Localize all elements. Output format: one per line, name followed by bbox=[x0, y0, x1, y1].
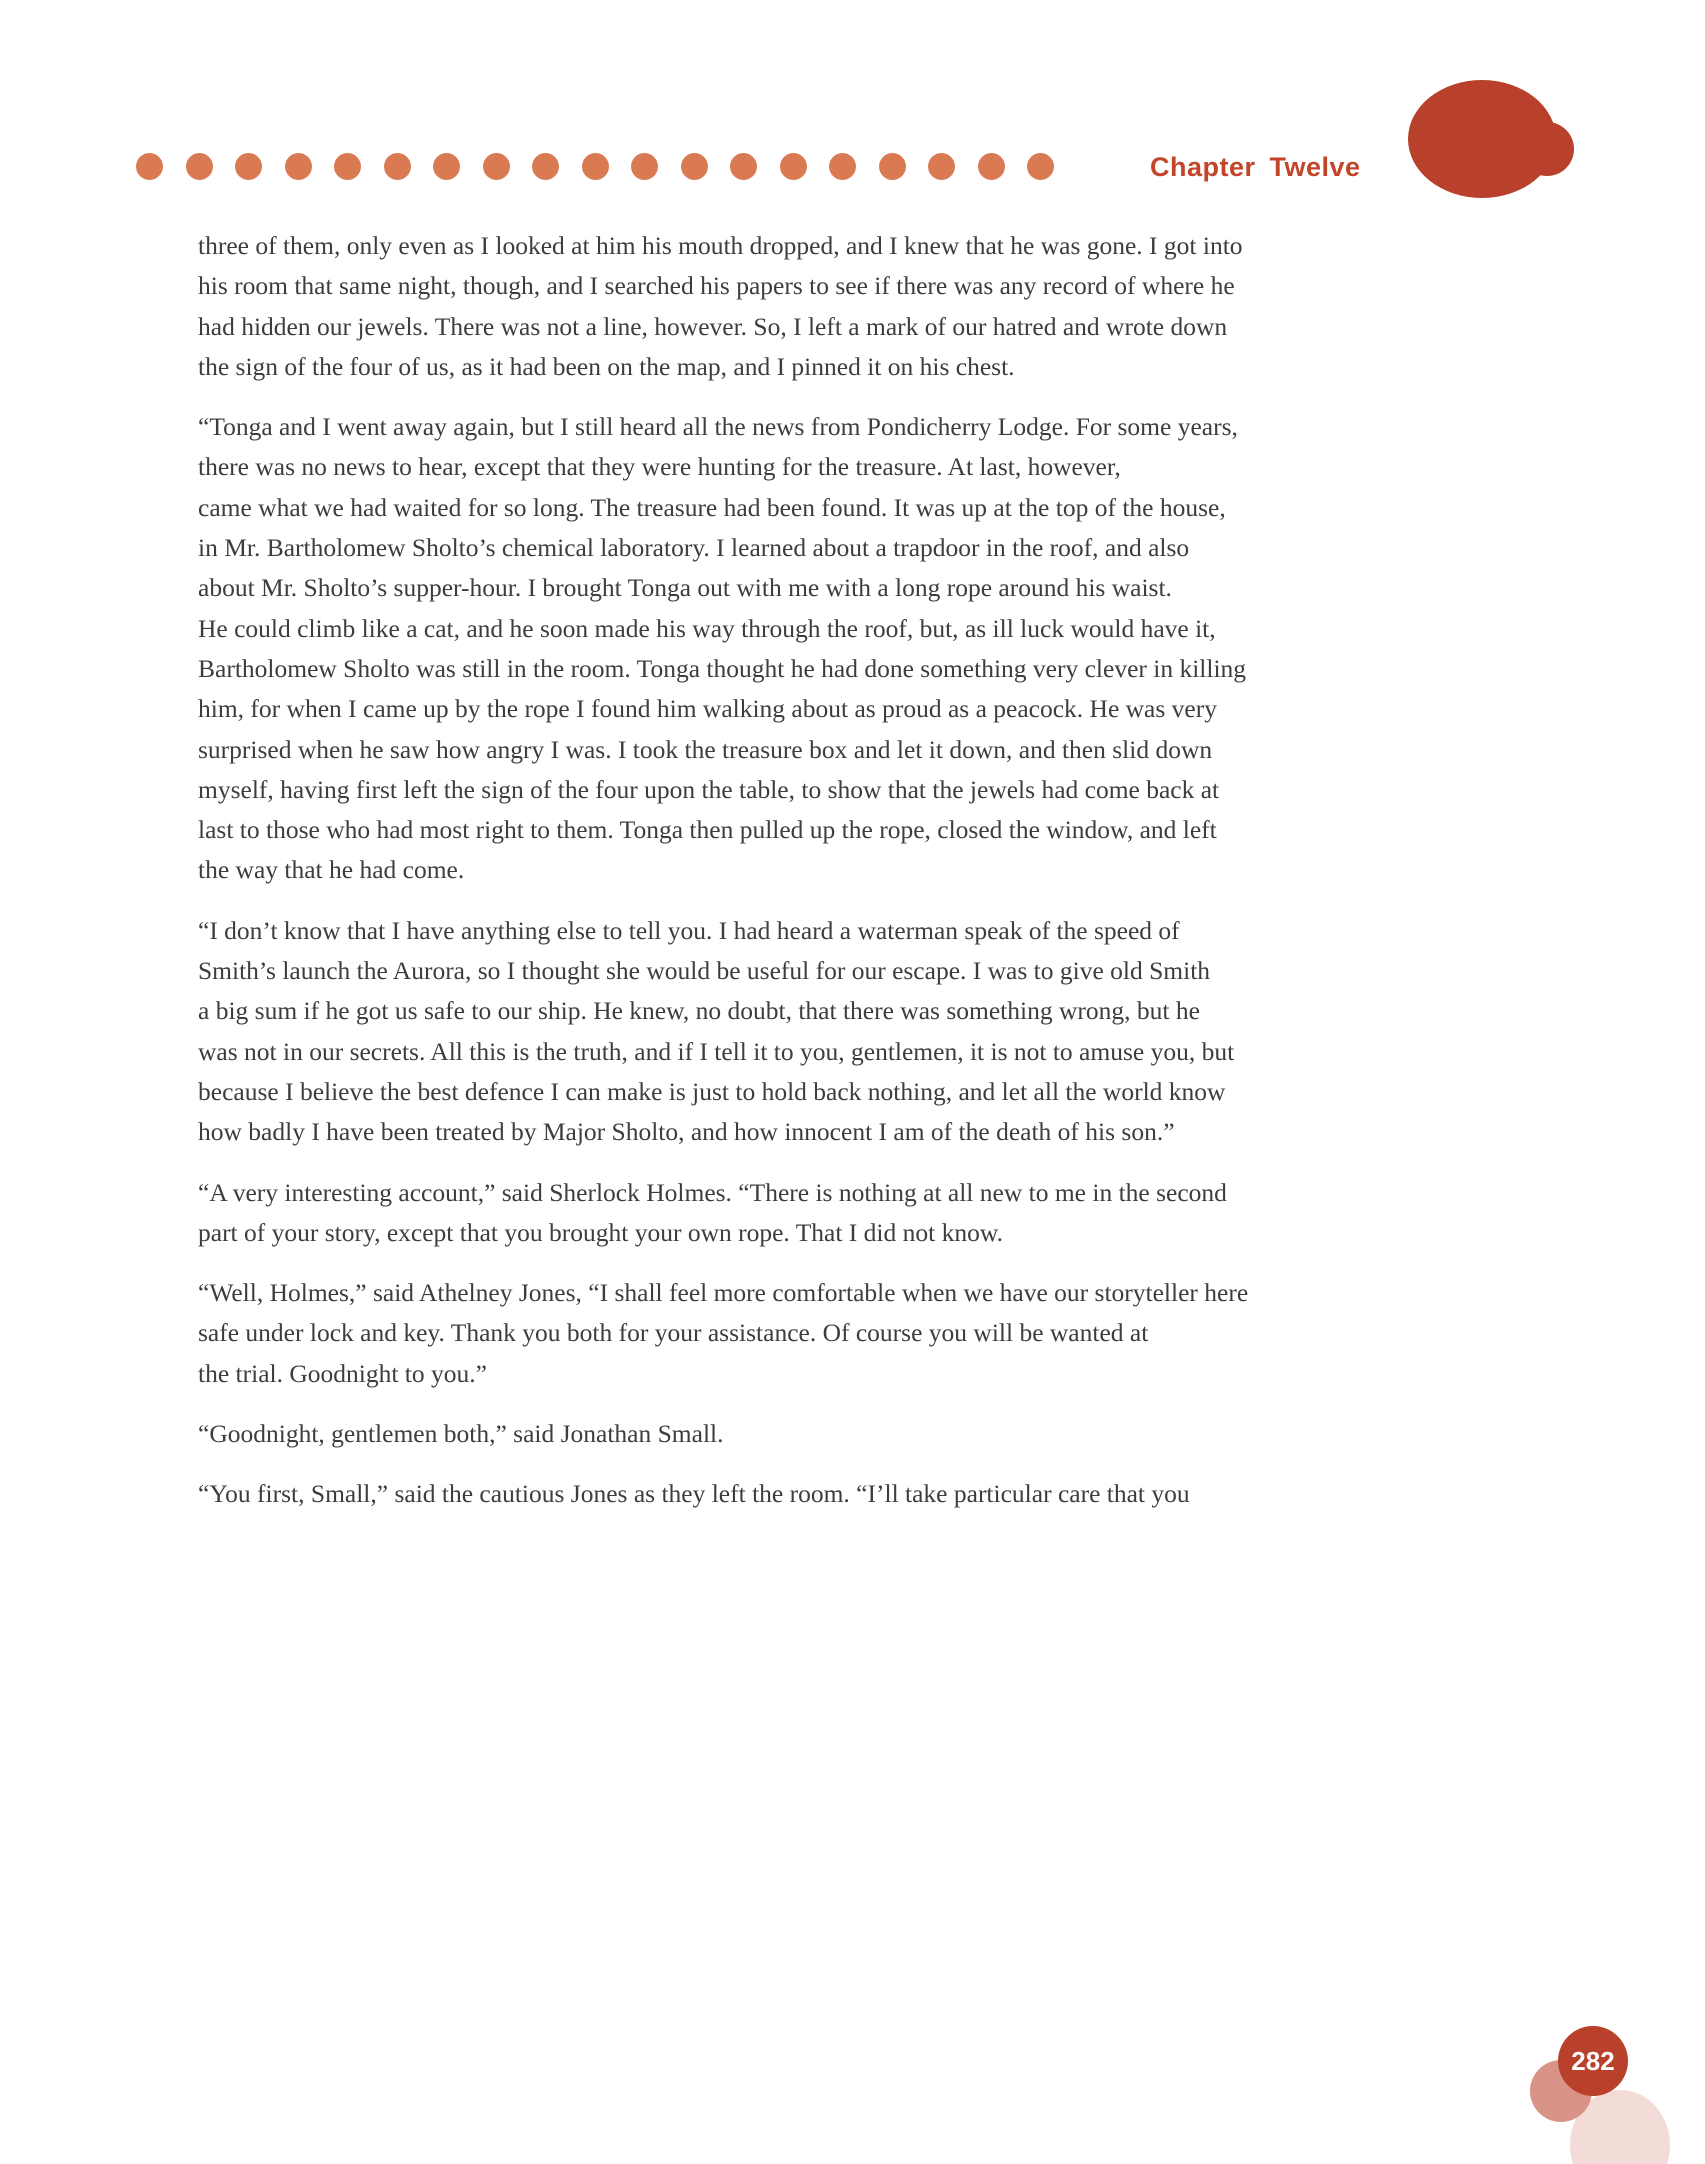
header-dot bbox=[631, 153, 658, 180]
paragraph bbox=[198, 911, 1423, 1153]
page-number: 282 bbox=[1571, 2045, 1615, 2076]
text-line: because I believe the best defence I can make is just to hold back nothing, and let all the world know bbox=[198, 1076, 1226, 1106]
body-text bbox=[198, 226, 1423, 1535]
text-line: the way that he had come. bbox=[198, 855, 465, 885]
header-dot bbox=[136, 153, 163, 180]
text-line: a big sum if he got us safe to our ship. He knew, no doubt, that there was something wrong, but he bbox=[198, 996, 1200, 1026]
text-line: his room that same night, though, and I searched his papers to see if there was any record of where he bbox=[198, 271, 1235, 301]
text-line: myself, having first left the sign of the four upon the table, to show that the jewels had come back at bbox=[198, 774, 1220, 804]
header-dot bbox=[433, 153, 460, 180]
header-dot bbox=[780, 153, 807, 180]
header-dot bbox=[582, 153, 609, 180]
text-line: had hidden our jewels. There was not a line, however. So, I left a mark of our hatred and wrote down bbox=[198, 311, 1228, 341]
header-dot bbox=[928, 153, 955, 180]
header-dot bbox=[483, 153, 510, 180]
text-line: in Mr. Bartholomew Sholto’s chemical laboratory. I learned about a trapdoor in the roof, and also bbox=[198, 533, 1190, 563]
header-dot bbox=[532, 153, 559, 180]
text-line: “Tonga and I went away again, but I still heard all the news from Pondicherry Lodge. For some years, bbox=[198, 412, 1238, 442]
paragraph bbox=[198, 226, 1423, 387]
text-line: Smith’s launch the Aurora, so I thought she would be useful for our escape. I was to give old Smith bbox=[198, 956, 1211, 986]
text-line: the sign of the four of us, as it had been on the map, and I pinned it on his chest. bbox=[198, 351, 1015, 381]
header-dot bbox=[285, 153, 312, 180]
chapter-title: Chapter Twelve bbox=[1150, 152, 1361, 182]
paragraph bbox=[198, 1474, 1423, 1514]
text-line: “A very interesting account,” said Sherlock Holmes. “There is nothing at all new to me in the second bbox=[198, 1177, 1227, 1207]
header-dot bbox=[1027, 153, 1054, 180]
header-decorative-circle-small bbox=[1520, 122, 1574, 176]
text-line: surprised when he saw how angry I was. I took the treasure box and let it down, and then slid down bbox=[198, 734, 1213, 764]
text-line: “I don’t know that I have anything else to tell you. I had heard a waterman speak of the speed of bbox=[198, 915, 1180, 945]
header-dot-row bbox=[136, 153, 1054, 181]
text-line: He could climb like a cat, and he soon made his way through the roof, but, as ill luck would have it, bbox=[198, 613, 1216, 643]
text-line: came what we had waited for so long. The treasure had been found. It was up at the top of the house, bbox=[198, 492, 1226, 522]
text-line: there was no news to hear, except that they were hunting for the treasure. At last, however, bbox=[198, 452, 1121, 482]
header-dot bbox=[829, 153, 856, 180]
text-line: was not in our secrets. All this is the truth, and if I tell it to you, gentlemen, it is not to amuse you, but bbox=[198, 1036, 1235, 1066]
text-line: about Mr. Sholto’s supper-hour. I brought Tonga out with me with a long rope around his waist. bbox=[198, 573, 1172, 603]
header-dot bbox=[681, 153, 708, 180]
text-line: how badly I have been treated by Major Sholto, and how innocent I am of the death of his son.” bbox=[198, 1117, 1175, 1147]
text-line: safe under lock and key. Thank you both for your assistance. Of course you will be wanted at bbox=[198, 1318, 1149, 1348]
paragraph bbox=[198, 1273, 1423, 1394]
text-line: “Well, Holmes,” said Athelney Jones, “I shall feel more comfortable when we have our storyteller here bbox=[198, 1278, 1249, 1308]
header-dot bbox=[334, 153, 361, 180]
text-line: Bartholomew Sholto was still in the room. Tonga thought he had done something very clever in killing bbox=[198, 653, 1247, 683]
text-line: the trial. Goodnight to you.” bbox=[198, 1358, 487, 1388]
header-dot bbox=[235, 153, 262, 180]
header-dot bbox=[186, 153, 213, 180]
paragraph bbox=[198, 407, 1423, 891]
page-number-badge bbox=[1558, 2026, 1628, 2096]
text-line: “Goodnight, gentlemen both,” said Jonathan Small. bbox=[198, 1419, 724, 1449]
text-line: last to those who had most right to them. Tonga then pulled up the rope, closed the window, and left bbox=[198, 815, 1217, 845]
header-dot bbox=[879, 153, 906, 180]
text-line: part of your story, except that you brought your own rope. That I did not know. bbox=[198, 1217, 1003, 1247]
header-dot bbox=[978, 153, 1005, 180]
text-line: him, for when I came up by the rope I found him walking about as proud as a peacock. He was very bbox=[198, 694, 1217, 724]
header-dot bbox=[384, 153, 411, 180]
text-line: “You first, Small,” said the cautious Jones as they left the room. “I’ll take particular care that you bbox=[198, 1479, 1190, 1509]
paragraph bbox=[198, 1173, 1423, 1254]
header-dot bbox=[730, 153, 757, 180]
text-line: three of them, only even as I looked at him his mouth dropped, and I knew that he was gone. I got into bbox=[198, 231, 1243, 260]
paragraph bbox=[198, 1414, 1423, 1454]
